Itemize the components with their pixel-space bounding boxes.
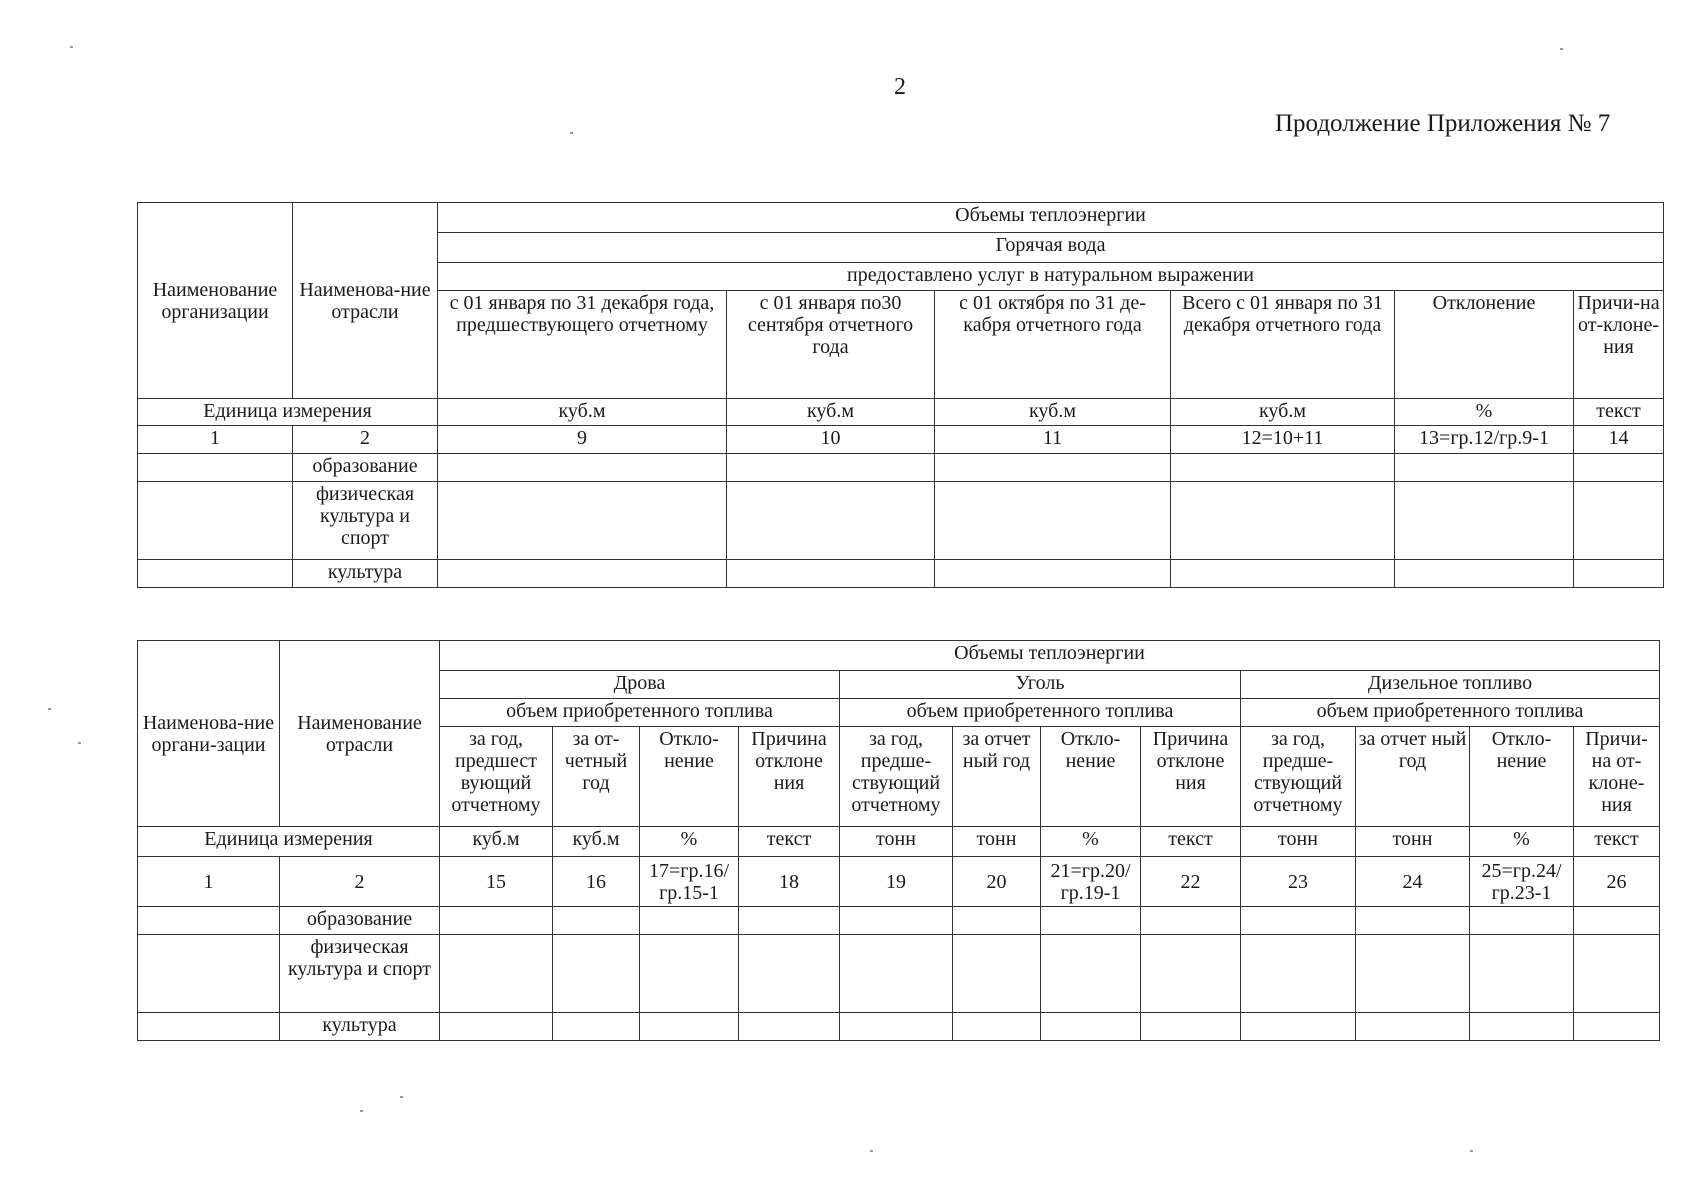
col-number: 10 <box>727 426 935 454</box>
col-prev-year: с 01 января по 31 декабря года, предшествующего отчетному <box>438 291 727 399</box>
col-number: 12=10+11 <box>1171 426 1395 454</box>
unit-cell: куб.м <box>935 399 1171 426</box>
unit-cell: куб.м <box>553 827 640 857</box>
unit-cell: текст <box>1574 399 1664 426</box>
hot-water-header: Горячая вода <box>438 233 1664 263</box>
fuel-table <box>137 640 1660 1041</box>
col-prev-year: за год, предшест вующий отчетному <box>440 727 553 827</box>
unit-cell: куб.м <box>727 399 935 426</box>
col-number: 26 <box>1574 857 1660 907</box>
col-deviation-reason: Причи-на от-клоне-ния <box>1574 291 1664 399</box>
heat-volume-header: Объемы теплоэнергии <box>438 203 1664 233</box>
unit-cell: текст <box>1141 827 1241 857</box>
scan-speck <box>400 1096 403 1098</box>
appendix-title: Продолжение Приложения № 7 <box>1275 110 1611 137</box>
col-number: 25=гр.24/ гр.23-1 <box>1470 857 1574 907</box>
unit-cell: куб.м <box>1171 399 1395 426</box>
industry-education: образование <box>280 907 440 935</box>
unit-cell: % <box>640 827 739 857</box>
col-prev-year: за год, предше-ствующий отчетному <box>840 727 953 827</box>
units-label: Единица измерения <box>138 827 440 857</box>
unit-cell: куб.м <box>438 399 727 426</box>
col-number: 23 <box>1241 857 1356 907</box>
col-number: 2 <box>293 426 438 454</box>
coal-header: Уголь <box>840 671 1241 699</box>
scan-speck <box>870 1150 873 1152</box>
unit-cell: тонн <box>953 827 1041 857</box>
col-oct-dec: с 01 октября по 31 де-кабря отчетного года <box>935 291 1171 399</box>
scan-speck <box>570 132 573 134</box>
unit-cell: тонн <box>840 827 953 857</box>
col-number: 17=гр.16/ гр.15-1 <box>640 857 739 907</box>
col-total: Всего с 01 января по 31 декабря отчетного года <box>1171 291 1395 399</box>
scan-speck <box>78 742 81 744</box>
col-number: 16 <box>553 857 640 907</box>
table-row <box>138 560 1664 588</box>
col-number: 13=гр.12/гр.9-1 <box>1395 426 1574 454</box>
col-number: 22 <box>1141 857 1241 907</box>
firewood-header: Дрова <box>440 671 840 699</box>
col-number: 18 <box>739 857 840 907</box>
col-number: 15 <box>440 857 553 907</box>
purchased-volume-header: объем приобретенного топлива <box>1241 699 1660 727</box>
unit-cell: % <box>1041 827 1141 857</box>
col-number: 11 <box>935 426 1171 454</box>
col-deviation: Отклонение <box>1395 291 1574 399</box>
industry-name-header: Наименование отрасли <box>280 641 440 827</box>
scan-speck <box>70 46 73 48</box>
col-deviation: Откло-нение <box>1041 727 1141 827</box>
col-number: 1 <box>138 426 293 454</box>
units-label: Единица измерения <box>138 399 438 426</box>
heat-volume-header: Объемы теплоэнергии <box>440 641 1660 671</box>
unit-cell: куб.м <box>440 827 553 857</box>
industry-sport: физическая культура и спорт <box>280 935 440 1013</box>
col-deviation-reason: Причина отклоне ния <box>739 727 840 827</box>
col-number: 9 <box>438 426 727 454</box>
col-jan-sep: с 01 января по30 сентября отчетного года <box>727 291 935 399</box>
table-row <box>138 454 1664 482</box>
unit-cell: тонн <box>1356 827 1470 857</box>
unit-cell: текст <box>739 827 840 857</box>
unit-cell: текст <box>1574 827 1660 857</box>
table-row <box>138 907 1660 935</box>
col-deviation: Откло-нение <box>1470 727 1574 827</box>
table-row <box>138 935 1660 1013</box>
industry-name-header: Наименова-ние отрасли <box>293 203 438 399</box>
table-row <box>138 1013 1660 1041</box>
scan-speck <box>1470 1150 1473 1152</box>
page-number: 2 <box>894 74 906 100</box>
hot-water-table <box>137 202 1664 588</box>
industry-education: образование <box>293 454 438 482</box>
org-name-header: Наименование организации <box>138 203 293 399</box>
industry-culture: культура <box>280 1013 440 1041</box>
col-number: 24 <box>1356 857 1470 907</box>
col-deviation-reason: Причина отклоне ния <box>1141 727 1241 827</box>
table-row <box>138 482 1664 560</box>
col-number: 2 <box>280 857 440 907</box>
unit-cell: % <box>1395 399 1574 426</box>
unit-cell: % <box>1470 827 1574 857</box>
industry-sport: физическая культура и спорт <box>293 482 438 560</box>
unit-cell: тонн <box>1241 827 1356 857</box>
col-number: 21=гр.20/ гр.19-1 <box>1041 857 1141 907</box>
col-number: 19 <box>840 857 953 907</box>
scan-speck <box>1560 48 1563 50</box>
col-report-year: за отчет ный год <box>953 727 1041 827</box>
col-number: 20 <box>953 857 1041 907</box>
col-number: 1 <box>138 857 280 907</box>
industry-culture: культура <box>293 560 438 588</box>
purchased-volume-header: объем приобретенного топлива <box>840 699 1241 727</box>
col-report-year: за отчет ный год <box>1356 727 1470 827</box>
scan-speck <box>48 708 51 710</box>
provided-services-header: предоставлено услуг в натуральном выражении <box>438 263 1664 291</box>
col-report-year: за от-четный год <box>553 727 640 827</box>
scan-speck <box>360 1110 363 1112</box>
col-deviation: Откло-нение <box>640 727 739 827</box>
purchased-volume-header: объем приобретенного топлива <box>440 699 840 727</box>
col-prev-year: за год, предше-ствующий отчетному <box>1241 727 1356 827</box>
col-deviation-reason: Причи-на от-клоне-ния <box>1574 727 1660 827</box>
col-number: 14 <box>1574 426 1664 454</box>
diesel-header: Дизельное топливо <box>1241 671 1660 699</box>
org-name-header: Наименова-ние органи-зации <box>138 641 280 827</box>
